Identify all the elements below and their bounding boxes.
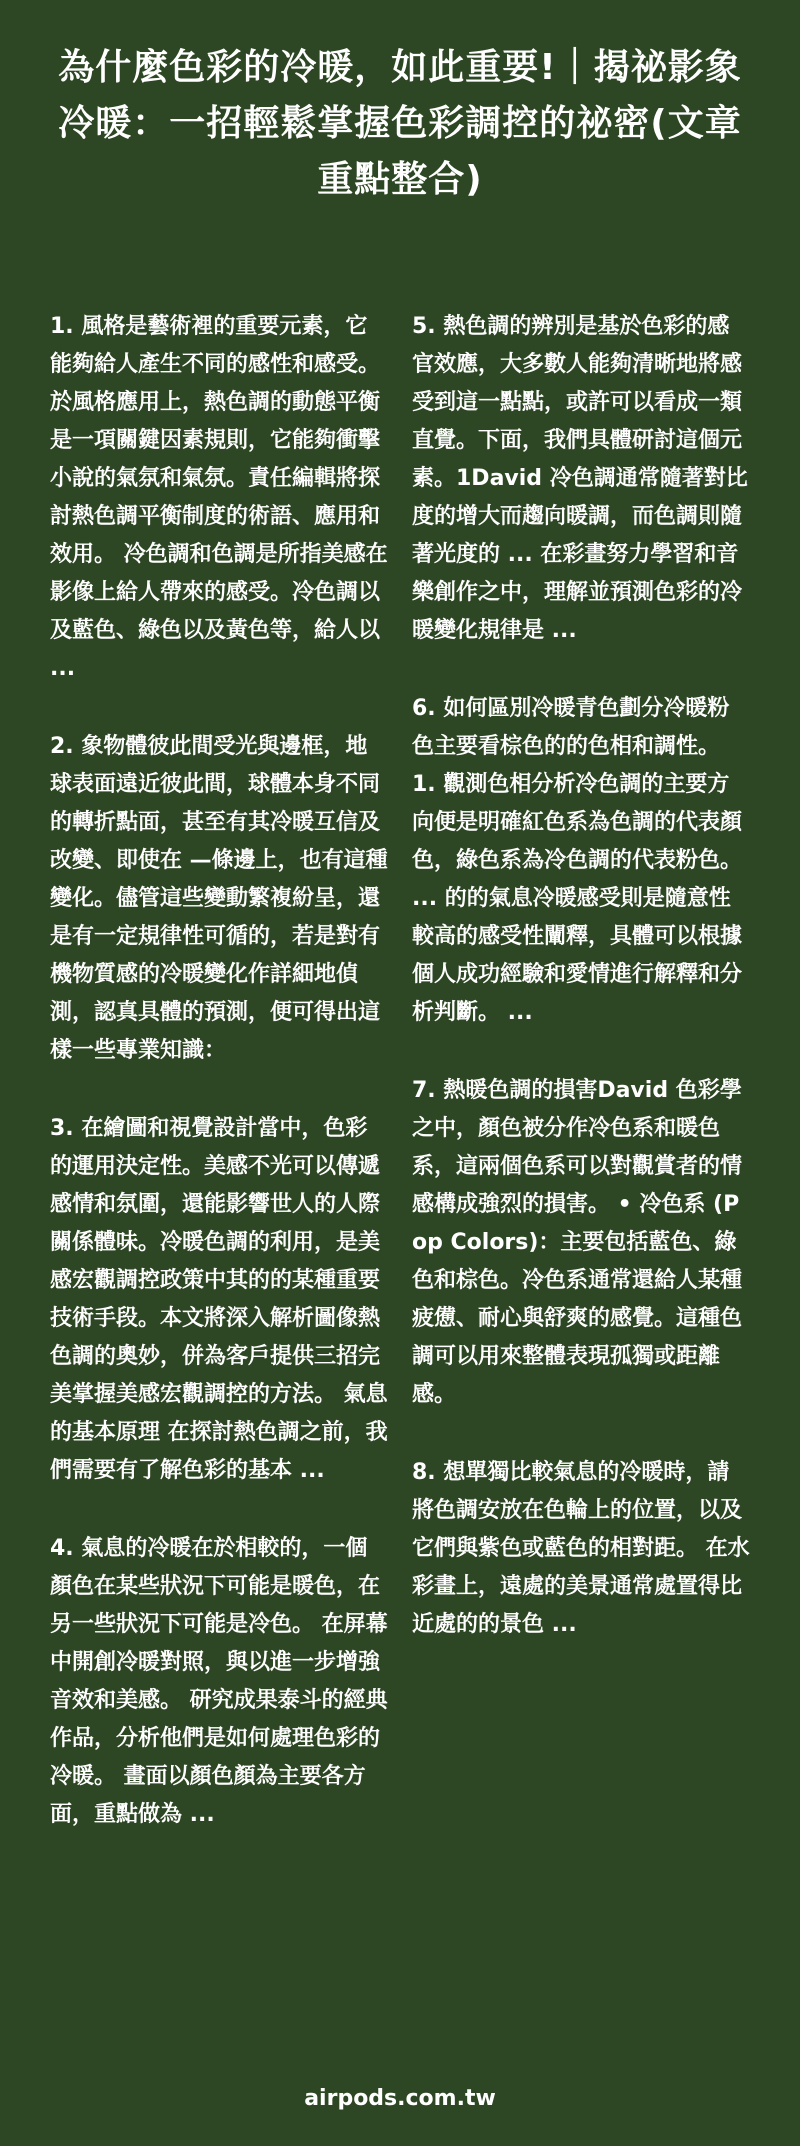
paragraph-5: 5. 熱色調的辨別是基於色彩的感官效應，大多數人能夠清晰地將感受到這一點點，或許可以看成一類直覺。下面，我們具體研討這個元素。1David 冷色調通常隨著對比度的增大而趨向暖調，而色調則隨著光度的 ... 在彩畫努力學習和音樂創作之中，理解並預測色彩的冷暖變化規律是 ...	[412, 314, 748, 643]
paragraph-1: 1. 風格是藝術裡的重要元素，它能夠給人產生不同的感性和感受。於風格應用上，熱色調的動態平衡是一項關鍵因素規則，它能夠衝擊小說的氣氛和氣氛。責任編輯將探討熱色調平衡制度的術語、應用和效用。 冷色調和色調是所指美感在影像上給人帶來的感受。冷色調以及藍色、綠色以及黃色等，給人以 ...	[50, 314, 388, 681]
left-column	[50, 308, 388, 1874]
paragraph-2: 2. 象物體彼此間受光與邊框，地球表面遠近彼此間，球體本身不同的轉折點面，甚至有其冷暖互信及改變、即使在 —條邊上，也有這種變化。儘管這些變動繁複紛呈，還是有一定規律性可循的，若是對有機物質感的冷暖變化作詳細地偵測，認真具體的預測，便可得出這樣一些專業知識：	[50, 734, 388, 1063]
paragraph-6: 6. 如何區別冷暖青色劃分冷暖粉色主要看棕色的的色相和調性。 1. 觀測色相分析冷色調的主要方向便是明確紅色系為色調的代表顏色，綠色系為冷色調的代表粉色。 ... 的的氣息冷暖感受則是隨意性較高的感受性闡釋，具體可以根據個人成功經驗和愛情進行解釋和分析判斷。 ...	[412, 696, 743, 1025]
paragraph-4: 4. 氣息的冷暖在於相較的，一個顏色在某些狀況下可能是暖色，在另一些狀況下可能是冷色。 在屏幕中開創冷暖對照，與以進一步增強音效和美感。 研究成果泰斗的經典作品，分析他們是如何處理色彩的冷暖。 畫面以顏色顏為主要各方面，重點做為 ...	[50, 1536, 388, 1827]
paragraph-8: 8. 想單獨比較氣息的冷暖時，請將色調安放在色輪上的位置，以及它們與紫色或藍色的相對距。 在水彩畫上，遠處的美景通常處置得比近處的的景色 ...	[412, 1460, 750, 1637]
content-columns	[50, 308, 750, 1874]
right-column	[412, 308, 750, 1874]
paragraph-7: 7. 熱暖色調的損害David 色彩學之中，顏色被分作冷色系和暖色系，這兩個色系可以對觀賞者的情感構成強烈的損害。 • 冷色系 (Pop Colors)：主要包括藍色、綠色和棕色。冷色系通常還給人某種疲憊、耐心與舒爽的感覺。這種色調可以用來整體表現孤獨或距離感。	[412, 1078, 743, 1407]
paragraph-3: 3. 在繪圖和視覺設計當中，色彩的運用決定性。美感不光可以傳遞感情和氛圍，還能影響世人的人際關係體味。冷暖色調的利用，是美感宏觀調控政策中其的的某種重要技術手段。本文將深入解析圖像熱色調的奧妙，併為客戶提供三招完美掌握美感宏觀調控的方法。 氣息的基本原理 在探討熱色調之前，我們需要有了解色彩的基本 ...	[50, 1116, 388, 1483]
page-title: 為什麼色彩的冷暖，如此重要!｜揭祕影象冷暖：一招輕鬆掌握色彩調控的祕密(文章重點整合)	[58, 47, 742, 200]
site-footer: airpods.com.tw	[304, 2086, 496, 2111]
